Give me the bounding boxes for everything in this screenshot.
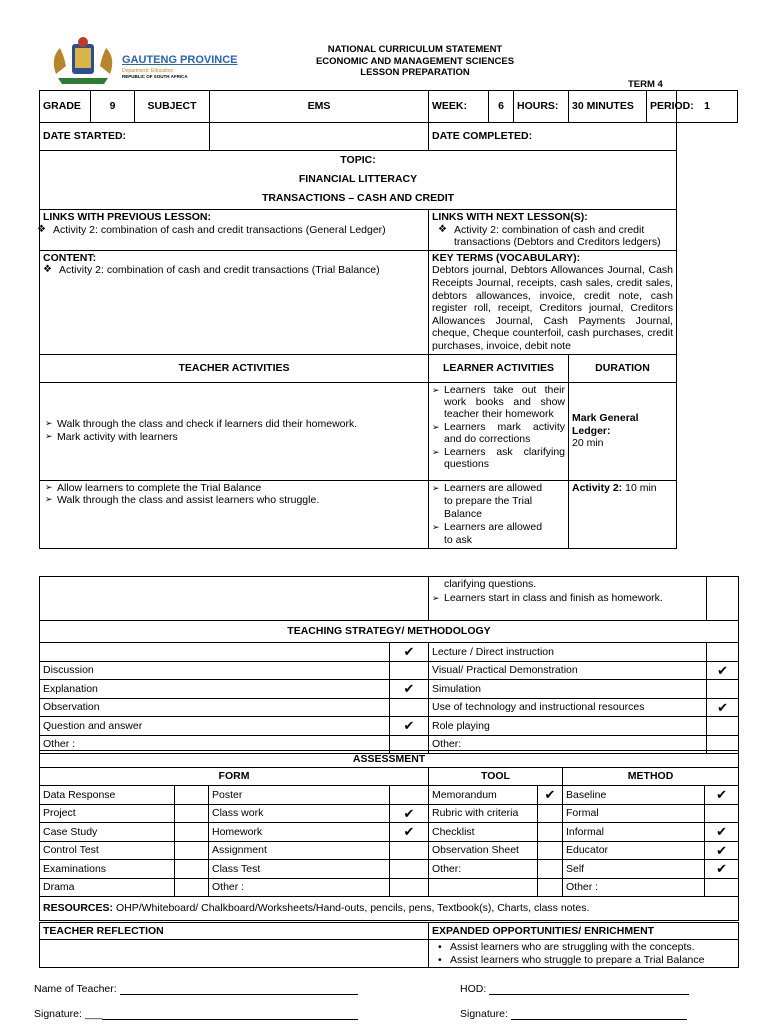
strategy-right-label: Lecture / Direct instruction xyxy=(429,643,707,662)
form-checkbox[interactable] xyxy=(175,823,209,842)
resources-label: RESOURCES: xyxy=(43,902,114,915)
tool-checkbox[interactable] xyxy=(538,860,563,879)
form-label: Data Response xyxy=(40,786,175,805)
lesson-info-table xyxy=(39,90,738,549)
method-checkbox[interactable]: ✔ xyxy=(705,823,739,842)
date-started-label: DATE STARTED: xyxy=(40,123,210,151)
duration-row-1 xyxy=(569,382,677,480)
resources-cell xyxy=(40,896,739,920)
learner-activity-list-1 xyxy=(432,384,565,471)
teacher-activities-header: TEACHER ACTIVITIES xyxy=(40,354,429,382)
key-terms-cell xyxy=(429,250,677,354)
duration-value-1: 20 min xyxy=(572,437,604,450)
learner-activity-item: ➢ Learners start in class and finish as homework. xyxy=(432,592,695,606)
subject-value: EMS xyxy=(210,91,429,123)
title-line-3: LESSON PREPARATION xyxy=(360,67,470,78)
teacher-name-row xyxy=(34,983,358,995)
strategy-row xyxy=(40,698,739,717)
strategy-right-label: Simulation xyxy=(429,680,707,699)
form-checkbox[interactable] xyxy=(175,841,209,860)
links-previous-cell xyxy=(40,210,429,251)
hod-label: HOD: xyxy=(460,983,487,995)
teacher-reflection-field[interactable] xyxy=(40,940,429,968)
strategy-right-label: Visual/ Practical Demonstration xyxy=(429,661,707,680)
form-label: Drama xyxy=(40,878,175,896)
learner-activity-item: ➢ Learners take out their work books and show teacher their homework xyxy=(432,384,565,421)
hours-label: HOURS: xyxy=(514,91,569,123)
form-label: Case Study xyxy=(40,823,175,842)
method-checkbox[interactable] xyxy=(705,804,739,823)
links-next-cell xyxy=(429,210,677,251)
method-label: Baseline xyxy=(563,786,705,805)
teacher-reflection-label: TEACHER REFLECTION xyxy=(40,923,429,940)
assessment-header: ASSESSMENT xyxy=(40,751,739,768)
enrichment-item: • Assist learners who struggle to prepare a Trial Balance xyxy=(432,954,735,967)
teacher-activity-item: ➢ Allow learners to complete the Trial Balance xyxy=(45,482,425,495)
duration-label-1: Mark General Ledger: xyxy=(572,412,639,437)
strategy-left-label: Question and answer xyxy=(40,717,390,736)
period-value-text: 1 xyxy=(704,100,710,113)
strategy-left-label: Other : xyxy=(40,735,390,753)
teacher-signature-field[interactable] xyxy=(102,1008,358,1020)
tool-checkbox[interactable] xyxy=(538,804,563,823)
method-label: Educator xyxy=(563,841,705,860)
enrichment-cell xyxy=(429,940,739,968)
teacher-activity-list-1 xyxy=(43,418,425,443)
period-label: PERIOD: xyxy=(647,91,677,123)
tool-label: Rubric with criteria xyxy=(429,804,538,823)
coat-of-arms-icon xyxy=(44,36,122,86)
form-label: Other : xyxy=(209,878,390,896)
teacher-activity-item: ➢ Walk through the class and check if learners did their homework. xyxy=(45,418,425,431)
strategy-row xyxy=(40,717,739,736)
links-next-label: LINKS WITH NEXT LESSON(S): xyxy=(432,211,588,223)
form-label: Examinations xyxy=(40,860,175,879)
title-line-1: NATIONAL CURRICULUM STATEMENT xyxy=(327,44,503,55)
tool-label xyxy=(429,878,538,896)
links-previous-item: ❖ Activity 2: combination of cash and credit transactions (General Ledger) xyxy=(31,224,425,237)
tool-label: Other: xyxy=(429,860,538,879)
form-label: Project xyxy=(40,804,175,823)
document-title xyxy=(260,44,570,79)
form-checkbox[interactable]: ✔ xyxy=(390,804,429,823)
grade-value: 9 xyxy=(91,91,135,123)
assessment-row xyxy=(40,804,739,823)
hod-row xyxy=(460,983,689,995)
teacher-activity-item: ➢ Walk through the class and assist learners who struggle. xyxy=(45,494,425,507)
enrichment-item: • Assist learners who are struggling with the concepts. xyxy=(432,941,735,954)
form-label: Control Test xyxy=(40,841,175,860)
tool-checkbox[interactable] xyxy=(538,841,563,860)
form-checkbox[interactable] xyxy=(175,878,209,896)
teacher-name-label: Name of Teacher: xyxy=(34,983,117,995)
strategy-right-checkbox[interactable] xyxy=(707,680,739,699)
key-terms-label: KEY TERMS (VOCABULARY): xyxy=(432,251,581,264)
strategy-left-checkbox[interactable]: ✔ xyxy=(390,680,429,699)
department-logo xyxy=(44,36,244,86)
form-label: Homework xyxy=(209,823,390,842)
grade-label: GRADE xyxy=(40,91,91,123)
learner-activity-item: ➢ Learners mark activity and do corrections xyxy=(432,421,565,446)
content-label: CONTENT: xyxy=(43,251,97,264)
method-label: Informal xyxy=(563,823,705,842)
method-label: Formal xyxy=(563,804,705,823)
learner-activities-row-2 xyxy=(429,480,569,548)
continued-learner-list xyxy=(432,592,703,606)
teacher-activity-list-2 xyxy=(43,482,425,507)
assessment-row xyxy=(40,860,739,879)
date-started-field[interactable] xyxy=(210,123,429,151)
links-next-item: ❖ Activity 2: combination of cash and credit transactions (Debtors and Creditors ledgers) xyxy=(432,224,673,249)
strategy-left-label: Explanation xyxy=(40,680,390,699)
subject-label: SUBJECT xyxy=(135,91,210,123)
learner-activities-header: LEARNER ACTIVITIES xyxy=(429,354,569,382)
form-checkbox[interactable] xyxy=(390,878,429,896)
logo-name: GAUTENG PROVINCE xyxy=(122,54,238,66)
strategy-left-checkbox[interactable]: ✔ xyxy=(390,643,429,662)
strategy-right-label: Other: xyxy=(429,735,707,753)
strategy-left-label: Observation xyxy=(40,698,390,717)
key-terms-text: Debtors journal, Debtors Allowances Journal, Cash Receipts Journal, receipts, cash sales, credit sales, debtors allowances, invoice, credit note, cash register roll, receipt, Creditors journal, Creditors Allowances Journal, Cash Payments Journal, cheque, Cheque counterfoil, cash purchases, credit purchases, invoice, debit note xyxy=(432,264,673,352)
form-header: FORM xyxy=(40,768,429,786)
method-checkbox[interactable]: ✔ xyxy=(705,841,739,860)
content-item: ❖ Activity 2: combination of cash and credit transactions (Trial Balance) xyxy=(37,264,425,277)
tool-header: TOOL xyxy=(429,768,563,786)
week-value: 6 xyxy=(489,91,514,123)
reflection-table xyxy=(39,922,739,968)
content-cell xyxy=(40,250,429,354)
learner-activity-list-2 xyxy=(432,482,565,547)
teacher-name-field[interactable] xyxy=(120,983,358,995)
week-label: WEEK: xyxy=(429,91,489,123)
strategy-row xyxy=(40,661,739,680)
form-label: Assignment xyxy=(209,841,390,860)
learner-activities-row-1 xyxy=(429,382,569,480)
hod-signature-row xyxy=(460,1008,687,1020)
method-label: Self xyxy=(563,860,705,879)
teacher-activities-row-2 xyxy=(40,480,429,548)
topic-line-2: TRANSACTIONS – CASH AND CREDIT xyxy=(261,192,455,204)
tool-checkbox[interactable] xyxy=(538,823,563,842)
form-checkbox[interactable] xyxy=(175,804,209,823)
tool-label: Memorandum xyxy=(429,786,538,805)
assessment-row xyxy=(40,823,739,842)
assessment-table xyxy=(39,750,739,921)
title-line-2: ECONOMIC AND MANAGEMENT SCIENCES xyxy=(315,55,515,67)
form-label: Poster xyxy=(209,786,390,805)
tool-label: Checklist xyxy=(429,823,538,842)
continued-duration-cell xyxy=(707,577,739,621)
strategy-right-label: Role playing xyxy=(429,717,707,736)
logo-country: REPUBLIC OF SOUTH AFRICA xyxy=(122,74,188,79)
assessment-row xyxy=(40,786,739,805)
form-label: Class work xyxy=(209,804,390,823)
method-label: Other : xyxy=(563,878,705,896)
hours-value: 30 MINUTES xyxy=(569,91,647,123)
teacher-signature-row xyxy=(34,1008,358,1020)
assessment-row xyxy=(40,878,739,896)
learner-activity-item: ➢ Learners ask clarifying questions xyxy=(432,446,565,471)
duration-row-2 xyxy=(569,480,677,548)
duration-header: DURATION xyxy=(569,354,677,382)
strategy-left-label: Discussion xyxy=(40,661,390,680)
method-checkbox[interactable]: ✔ xyxy=(705,786,739,805)
hod-field[interactable] xyxy=(489,983,689,995)
strategy-table xyxy=(39,576,739,754)
method-checkbox[interactable] xyxy=(705,878,739,896)
term-label: TERM 4 xyxy=(628,79,663,90)
topic-cell xyxy=(40,151,677,210)
expanded-opportunities-label: EXPANDED OPPORTUNITIES/ ENRICHMENT xyxy=(429,923,739,940)
strategy-left-checkbox[interactable] xyxy=(390,661,429,680)
strategy-right-checkbox[interactable]: ✔ xyxy=(707,698,739,717)
strategy-left-checkbox[interactable] xyxy=(390,698,429,717)
tool-checkbox[interactable] xyxy=(538,878,563,896)
strategy-row xyxy=(40,643,739,662)
continued-learner-text: clarifying questions. xyxy=(444,578,537,590)
learner-activity-item: ➢ Learners are allowed to ask xyxy=(432,521,545,547)
strategy-right-checkbox[interactable] xyxy=(707,717,739,736)
strategy-right-label: Use of technology and instructional resources xyxy=(429,698,707,717)
method-header: METHOD xyxy=(563,768,739,786)
method-checkbox[interactable]: ✔ xyxy=(705,860,739,879)
strategy-left-checkbox[interactable]: ✔ xyxy=(390,717,429,736)
form-checkbox[interactable] xyxy=(390,786,429,805)
topic-label: TOPIC: xyxy=(340,154,376,166)
topic-line-1: FINANCIAL LITTERACY xyxy=(298,173,418,185)
form-checkbox[interactable] xyxy=(175,860,209,879)
duration-label-2: Activity 2: xyxy=(572,481,623,494)
enrichment-list xyxy=(432,941,735,966)
assessment-row xyxy=(40,841,739,860)
strategy-right-checkbox[interactable] xyxy=(707,643,739,662)
resources-text: OHP/Whiteboard/ Chalkboard/Worksheets/Hand-outs, pencils, pens, Textbook(s), Charts, class notes. xyxy=(115,902,590,915)
form-label: Class Test xyxy=(209,860,390,879)
logo-dept: Department: Education xyxy=(122,68,174,74)
hod-signature-field[interactable] xyxy=(511,1008,687,1020)
teacher-activity-item: ➢ Mark activity with learners xyxy=(45,431,425,444)
date-completed-label: DATE COMPLETED: xyxy=(429,123,677,151)
continued-teacher-cell xyxy=(40,577,429,621)
form-checkbox[interactable] xyxy=(390,841,429,860)
teaching-strategy-header: TEACHING STRATEGY/ METHODOLOGY xyxy=(40,621,739,643)
strategy-right-checkbox[interactable]: ✔ xyxy=(707,661,739,680)
tool-label: Observation Sheet xyxy=(429,841,538,860)
learner-activity-item: ➢ Learners are allowed to prepare the Trial Balance xyxy=(432,482,545,521)
links-previous-label: LINKS WITH PREVIOUS LESSON: xyxy=(43,211,212,223)
strategy-row xyxy=(40,680,739,699)
continued-learner-cell xyxy=(429,577,707,621)
form-checkbox[interactable]: ✔ xyxy=(390,823,429,842)
form-checkbox[interactable] xyxy=(175,786,209,805)
strategy-left-label xyxy=(40,643,390,662)
duration-value-2: 10 min xyxy=(625,481,657,494)
teacher-activities-row-1 xyxy=(40,382,429,480)
hod-signature-label: Signature: xyxy=(460,1008,508,1020)
teacher-signature-label: Signature: ___ xyxy=(34,1008,103,1020)
form-checkbox[interactable] xyxy=(390,860,429,879)
tool-checkbox[interactable]: ✔ xyxy=(538,786,563,805)
